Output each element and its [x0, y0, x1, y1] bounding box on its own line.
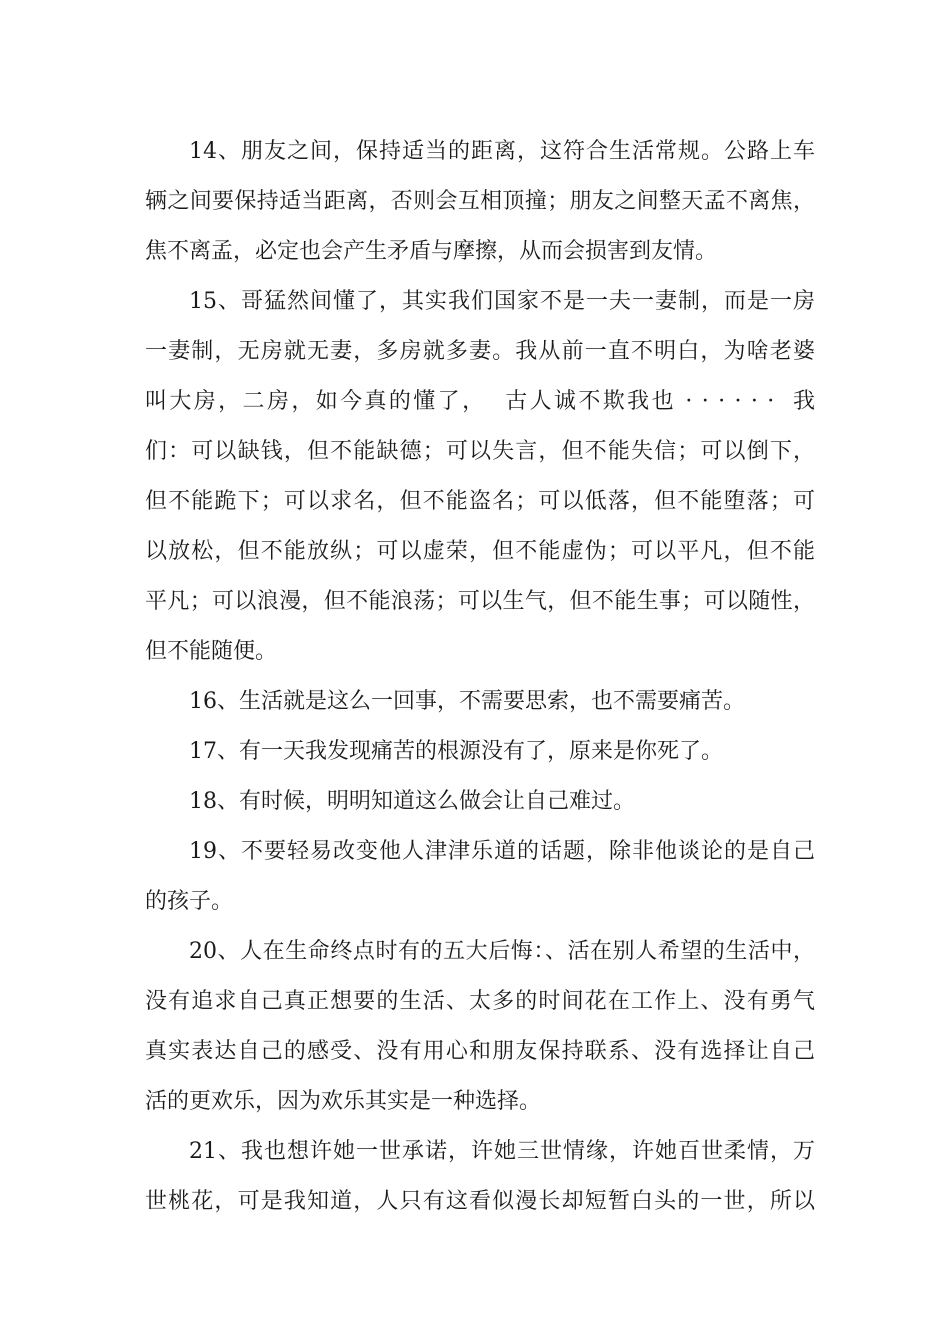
- paragraph-18: 18、有时候，明明知道这么做会让自己难过。: [189, 789, 635, 814]
- paragraph-20-line-3: 真实表达自己的感受、没有用心和朋友保持联系、没有选择让自己: [145, 1039, 815, 1064]
- paragraph-15-line-2: 一妻制，无房就无妻，多房就多妻。我从前一直不明白，为啥老婆: [145, 339, 815, 364]
- paragraph-20-line-4: 活的更欢乐，因为欢乐其实是一种选择。: [145, 1089, 542, 1114]
- paragraph-20-line-1: 20、人在生命终点时有的五大后悔：、活在别人希望的生活中，: [189, 939, 815, 964]
- paragraph-21-line-2: 世桃花，可是我知道，人只有这看似漫长却短暂白头的一世，所以: [145, 1189, 815, 1214]
- paragraph-17: 17、有一天我发现痛苦的根源没有了，原来是你死了。: [189, 739, 723, 764]
- paragraph-19-line-2: 的孩子。: [145, 889, 234, 914]
- paragraph-15-line-8: 但不能随便。: [145, 639, 278, 664]
- paragraph-16: 16、生活就是这么一回事，不需要思索，也不需要痛苦。: [189, 689, 745, 714]
- paragraph-14-line-1: 14、朋友之间，保持适当的距离，这符合生活常规。公路上车: [189, 139, 815, 164]
- paragraph-15-line-6: 以放松，但不能放纵；可以虚荣，但不能虚伪；可以平凡，但不能: [145, 539, 815, 564]
- paragraph-15-line-7: 平凡；可以浪漫，但不能浪荡；可以生气，但不能生事；可以随性，: [145, 589, 815, 614]
- paragraph-15-line-4: 们：可以缺钱，但不能缺德；可以失言，但不能失信；可以倒下，: [145, 439, 815, 464]
- paragraph-15-line-3: 叫大房，二房，如今真的懂了， 古人诚不欺我也 · · · · · · 我: [145, 389, 815, 414]
- paragraph-14-line-3: 焦不离孟，必定也会产生矛盾与摩擦，从而会损害到友情。: [145, 239, 718, 264]
- paragraph-21-line-1: 21、我也想许她一世承诺，许她三世情缘，许她百世柔情，万: [189, 1139, 815, 1164]
- paragraph-19-line-1: 19、不要轻易改变他人津津乐道的话题，除非他谈论的是自己: [189, 839, 815, 864]
- paragraph-15-line-1: 15、哥猛然间懂了，其实我们国家不是一夫一妻制，而是一房: [189, 289, 815, 314]
- paragraph-15-line-5: 但不能跪下；可以求名，但不能盗名；可以低落，但不能堕落；可: [145, 489, 815, 514]
- paragraph-14-line-2: 辆之间要保持适当距离，否则会互相顶撞；朋友之间整天孟不离焦，: [145, 189, 815, 214]
- paragraph-20-line-2: 没有追求自己真正想要的生活、太多的时间花在工作上、没有勇气: [145, 989, 815, 1014]
